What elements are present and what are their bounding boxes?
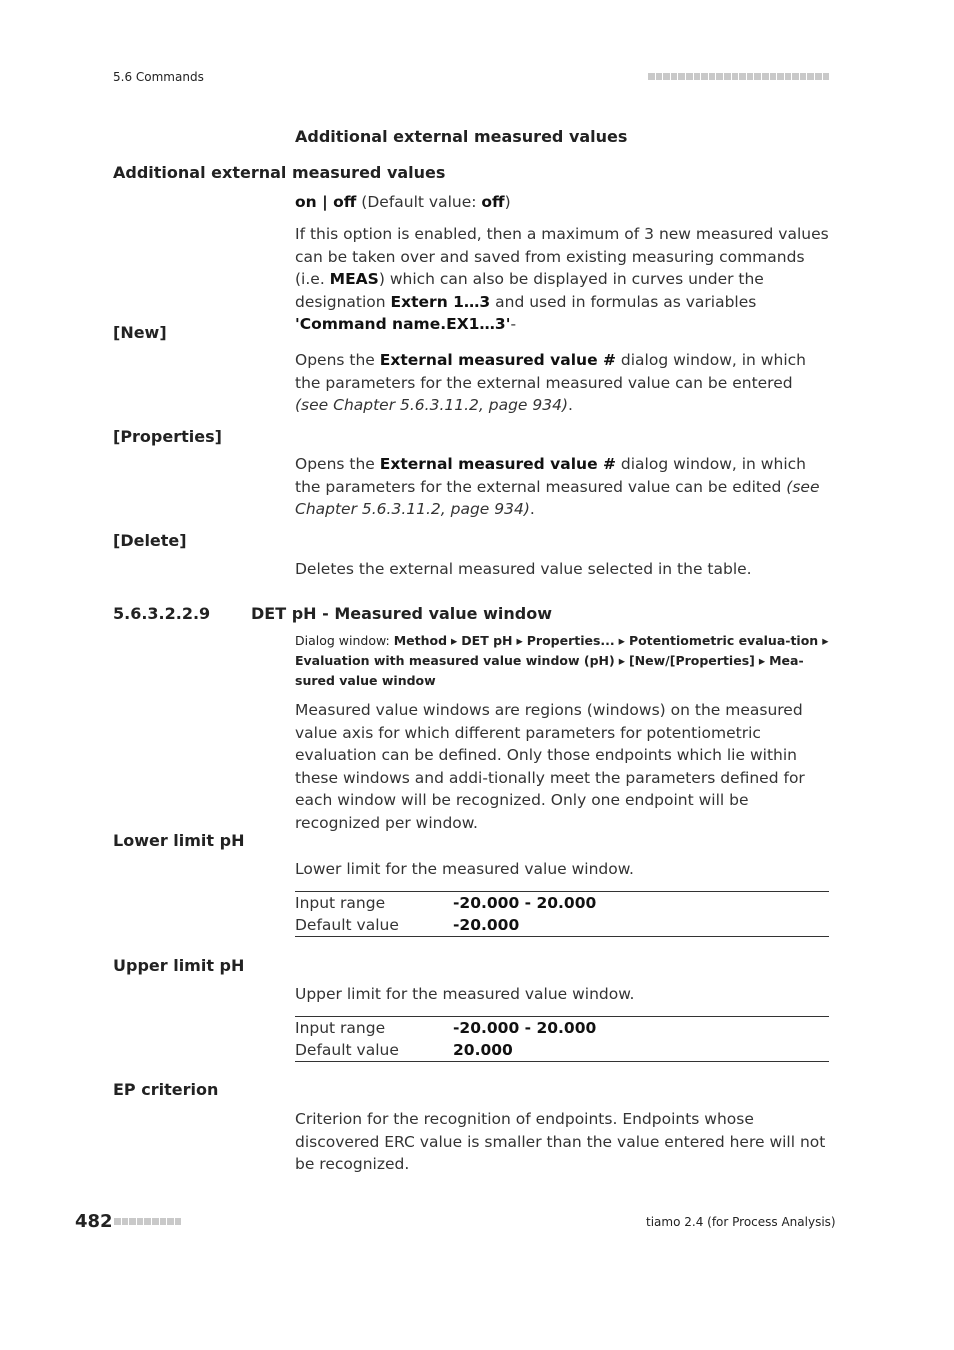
param-key: Input range bbox=[295, 1019, 386, 1037]
footer-product: tiamo 2.4 (for Process Analysis) bbox=[646, 1215, 836, 1229]
new-description: Opens the External measured value # dialog window, in which the parameters for the external measured value can be entered (see Chapter 5.6.3.11.2, page 934). bbox=[295, 351, 806, 414]
ext-onoff: on | off (Default value: off) bbox=[295, 193, 511, 211]
param-value: -20.000 - 20.000 bbox=[453, 894, 597, 912]
ext-label: Additional external measured values bbox=[113, 163, 446, 182]
table-row bbox=[295, 1039, 829, 1062]
new-label: [New] bbox=[113, 323, 167, 342]
breadcrumb-arrow-icon: ▸ bbox=[758, 653, 766, 668]
properties-description: Opens the External measured value # dialog window, in which the parameters for the external measured value can be edited (see Chapter 5.6.3.11.2, page 934). bbox=[295, 455, 820, 518]
breadcrumb-arrow-icon: ▸ bbox=[451, 633, 458, 648]
param-key: Input range bbox=[295, 894, 386, 912]
param-key: Default value bbox=[295, 1041, 399, 1059]
delete-label: [Delete] bbox=[113, 531, 187, 550]
table-row bbox=[295, 892, 829, 915]
upper-limit-label: Upper limit pH bbox=[113, 956, 245, 975]
breadcrumb-arrow-icon: ▸ bbox=[516, 633, 523, 648]
ep-criterion-label: EP criterion bbox=[113, 1080, 219, 1099]
table-row bbox=[295, 1017, 829, 1040]
section-title: DET pH - Measured value window bbox=[251, 604, 552, 623]
header-section: 5.6 Commands bbox=[113, 70, 204, 84]
section-number: 5.6.3.2.2.9 bbox=[113, 604, 211, 623]
ep-criterion-description: Criterion for the recognition of endpoints. Endpoints whose discovered ERC value is smaller than the value entered here will not be recognized. bbox=[295, 1110, 826, 1173]
param-value: 20.000 bbox=[453, 1041, 513, 1059]
upper-limit-description: Upper limit for the measured value window. bbox=[295, 985, 635, 1003]
lower-limit-description: Lower limit for the measured value window. bbox=[295, 860, 634, 878]
properties-label: [Properties] bbox=[113, 427, 222, 446]
breadcrumb-arrow-icon: ▸ bbox=[822, 633, 829, 648]
section-intro: Measured value windows are regions (windows) on the measured value axis for which different parameters for potentiometric evaluation can be defined. Only those endpoints which lie within these windows and addi-tionally meet the parameters defined for each window will be recognized. Only one endpoint will be recognized per window. bbox=[295, 701, 805, 832]
param-value: -20.000 bbox=[453, 916, 520, 934]
dialog-breadcrumb: Dialog window: Method ▸ DET pH ▸ Properties... ▸ Potentiometric evalua-tion ▸ Evaluation with measured value window (pH) ▸ [New/[Properties] ▸ Mea-sured value window bbox=[295, 633, 829, 688]
upper-limit-table bbox=[295, 1016, 829, 1062]
ext-description: If this option is enabled, then a maximum of 3 new measured values can be taken over and saved from existing measuring commands (i.e. MEAS) which can also be displayed in curves under the designation Extern 1…3 and used in formulas as variables 'Command name.EX1…3'- bbox=[295, 225, 829, 333]
lower-limit-label: Lower limit pH bbox=[113, 831, 245, 850]
table-row bbox=[295, 914, 829, 937]
footer-decoration bbox=[114, 1218, 181, 1225]
page-title: Additional external measured values bbox=[295, 127, 628, 146]
page-number: 482 bbox=[75, 1211, 113, 1232]
breadcrumb-arrow-icon: ▸ bbox=[618, 633, 625, 648]
delete-description: Deletes the external measured value selected in the table. bbox=[295, 560, 752, 578]
param-key: Default value bbox=[295, 916, 399, 934]
breadcrumb-arrow-icon: ▸ bbox=[618, 653, 625, 668]
header-decoration bbox=[648, 73, 830, 81]
param-value: -20.000 - 20.000 bbox=[453, 1019, 597, 1037]
lower-limit-table bbox=[295, 891, 829, 937]
